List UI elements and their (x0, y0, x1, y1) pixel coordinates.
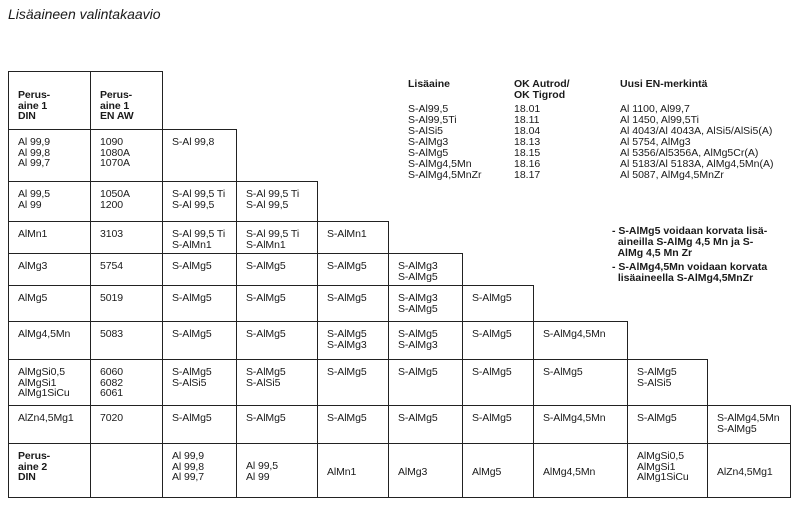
row-en-label-text: 3103 (100, 228, 123, 240)
legend-en-code-list: Al 1100, Al99,7 Al 1450, Al99,5Ti Al 4043/Al 4043A, AlSi5/AlSi5(A) Al 5754, AlMg3 Al 5356/Al5356A, AlMg5Cr(A) Al 5183/Al 5183A, AlMg4,5Mn(A) Al 5087, AlMg4,5MnZr (620, 103, 774, 181)
filler-cell-text: S-AlMn1 (327, 228, 367, 240)
filler-cell (236, 181, 318, 222)
filler-cell-text: S-AlMg5 (472, 328, 512, 340)
filler-cell (388, 359, 463, 406)
legend-header-en-code: Uusi EN-merkintä (620, 78, 708, 90)
filler-cell-text: S-AlMg5 (398, 412, 438, 424)
filler-cell-text: S-AlMg5 (327, 412, 367, 424)
filler-cell (462, 285, 534, 322)
row-din-label-text: AlMn1 (18, 228, 48, 240)
bottom-base-label (388, 443, 463, 498)
page-title: Lisäaineen valintakaavio (8, 6, 161, 22)
filler-cell (236, 285, 318, 322)
filler-cell-text: S-AlMg5 (543, 366, 583, 378)
filler-cell-text: S-AlMg5 (472, 292, 512, 304)
filler-cell (317, 253, 389, 286)
filler-cell (317, 359, 389, 406)
row-en-label-text: 1050A 1200 (100, 188, 130, 211)
row-en-label-text: 6060 6082 6061 (100, 366, 123, 399)
filler-cell-text: S-AlMg5 S-AlSi5 (246, 366, 286, 389)
filler-cell-text: S-Al 99,8 (172, 136, 215, 148)
header-base1-din (8, 71, 91, 130)
filler-cell-text: S-AlMg5 (637, 412, 677, 424)
filler-cell (162, 221, 237, 254)
row-en-label (90, 405, 163, 444)
row-din-label-text: AlMgSi0,5 AlMgSi1 AlMg1SiCu (18, 366, 70, 399)
filler-cell (707, 405, 791, 444)
row-en-label (90, 221, 163, 254)
filler-cell (236, 359, 318, 406)
bottom-base-label (627, 443, 708, 498)
row-din-label-text: AlMg4,5Mn (18, 328, 71, 340)
filler-cell (162, 253, 237, 286)
filler-cell-text: S-Al 99,5 Ti S-Al 99,5 (172, 188, 226, 211)
row-din-label (8, 359, 91, 406)
filler-cell (388, 285, 463, 322)
header-base1-en (90, 71, 163, 130)
row-en-label (90, 129, 163, 182)
filler-cell-text: S-AlMg5 (246, 412, 286, 424)
filler-cell (317, 321, 389, 360)
filler-cell (162, 285, 237, 322)
legend-header-filler: Lisäaine (408, 78, 451, 90)
filler-cell-text: S-AlMg4,5Mn (543, 412, 606, 424)
filler-cell-text: S-AlMg5 (172, 260, 212, 272)
row-en-label (90, 285, 163, 322)
row-en-label (90, 321, 163, 360)
filler-cell (388, 405, 463, 444)
filler-cell-text: S-AlMg5 (172, 328, 212, 340)
legend-ok-code-list: 18.01 18.11 18.04 18.13 18.15 18.16 18.17 (514, 103, 541, 181)
header-base1-din-text: Perus- aine 1 DIN (18, 89, 51, 122)
filler-cell-text: S-AlMg5 S-AlSi5 (637, 366, 677, 389)
filler-cell-text: S-AlMg5 (472, 412, 512, 424)
filler-cell (162, 129, 237, 182)
filler-cell-text: S-AlMg4,5Mn S-AlMg5 (717, 412, 780, 435)
row-en-label-text: 5019 (100, 292, 123, 304)
filler-cell (317, 405, 389, 444)
filler-cell-text: S-AlMg5 (327, 292, 367, 304)
filler-cell (462, 359, 534, 406)
row-din-label (8, 405, 91, 444)
filler-cell (236, 221, 318, 254)
filler-cell-text: S-AlMg5 (327, 260, 367, 272)
filler-cell-text: S-AlMg5 S-AlSi5 (172, 366, 212, 389)
filler-cell (162, 321, 237, 360)
filler-cell (388, 253, 463, 286)
filler-cell-text: S-AlMg5 (246, 328, 286, 340)
filler-cell-text: S-Al 99,5 Ti S-AlMn1 (172, 228, 226, 251)
row-din-label (8, 129, 91, 182)
bottom-base-label-text: AlZn4,5Mg1 (717, 466, 773, 478)
bottom-base-label (162, 443, 237, 498)
bottom-base-label-text: AlMg4,5Mn (543, 466, 596, 478)
bottom-base-label (707, 443, 791, 498)
header-base2-din (8, 443, 91, 498)
header-base1-en-text: Perus- aine 1 EN AW (100, 89, 134, 122)
bottom-base-label-text: AlMg5 (472, 466, 502, 478)
bottom-base-label-text: Al 99,5 Al 99 (246, 460, 278, 483)
filler-cell-text: S-AlMg5 S-AlMg3 (327, 328, 367, 351)
legend-filler-list: S-Al99,5 S-Al99,5Ti S-AlSi5 S-AlMg3 S-AlMg5 S-AlMg4,5Mn S-AlMg4,5MnZr (408, 103, 482, 181)
filler-cell (162, 405, 237, 444)
filler-cell (533, 359, 628, 406)
row-din-label-text: Al 99,5 Al 99 (18, 188, 50, 211)
bottom-base-label (533, 443, 628, 498)
row-din-label-text: AlMg3 (18, 260, 48, 272)
filler-cell (462, 405, 534, 444)
filler-cell-text: S-AlMg3 S-AlMg5 (398, 292, 438, 315)
row-en-label-text: 7020 (100, 412, 123, 424)
filler-cell (627, 359, 708, 406)
bottom-base-label (462, 443, 534, 498)
row-din-label (8, 253, 91, 286)
row-din-label-text: AlZn4,5Mg1 (18, 412, 74, 424)
row-en-label (90, 359, 163, 406)
filler-cell (162, 359, 237, 406)
filler-cell-text: S-AlMg5 (246, 260, 286, 272)
filler-cell (317, 285, 389, 322)
row-din-label (8, 221, 91, 254)
filler-cell-text: S-AlMg5 (327, 366, 367, 378)
filler-cell (236, 321, 318, 360)
note-almg45mn-substitute: - S-AlMg4,5Mn voidaan korvata lisäaineella S-AlMg4,5MnZr (612, 261, 768, 284)
filler-cell (236, 405, 318, 444)
filler-cell-text: S-AlMg3 S-AlMg5 (398, 260, 438, 283)
filler-cell-text: S-AlMg5 S-AlMg3 (398, 328, 438, 351)
header-base2-din-text: Perus- aine 2 DIN (18, 450, 51, 483)
bottom-base-label-text: AlMgSi0,5 AlMgSi1 AlMg1SiCu (637, 450, 689, 483)
filler-cell-text: S-AlMg5 (172, 292, 212, 304)
row-din-label-text: AlMg5 (18, 292, 48, 304)
bottom-base-label-text: AlMn1 (327, 466, 357, 478)
filler-cell-text: S-AlMg5 (172, 412, 212, 424)
filler-cell-text: S-Al 99,5 Ti S-AlMn1 (246, 228, 300, 251)
row-en-label (90, 181, 163, 222)
bottom-base-label-text: AlMg3 (398, 466, 428, 478)
filler-cell (388, 321, 463, 360)
filler-cell (533, 321, 628, 360)
bottom-base-label (317, 443, 389, 498)
bottom-empty-cell (90, 443, 163, 498)
legend-header-ok-code: OK Autrod/ OK Tigrod (514, 78, 570, 101)
filler-cell-text: S-Al 99,5 Ti S-Al 99,5 (246, 188, 300, 211)
filler-cell (236, 253, 318, 286)
filler-cell (162, 181, 237, 222)
row-din-label (8, 285, 91, 322)
bottom-base-label-text: Al 99,9 Al 99,8 Al 99,7 (172, 450, 204, 483)
row-din-label-text: Al 99,9 Al 99,8 Al 99,7 (18, 136, 50, 169)
note-almg5-substitute: - S-AlMg5 voidaan korvata lisä- aineilla S-AlMg 4,5 Mn ja S- AlMg 4,5 Mn Zr (612, 225, 768, 259)
filler-cell-text: S-AlMg5 (398, 366, 438, 378)
filler-cell (533, 405, 628, 444)
row-en-label-text: 5083 (100, 328, 123, 340)
row-en-label-text: 1090 1080A 1070A (100, 136, 130, 169)
filler-cell (627, 405, 708, 444)
row-en-label (90, 253, 163, 286)
bottom-base-label (236, 443, 318, 498)
filler-cell (462, 321, 534, 360)
row-en-label-text: 5754 (100, 260, 123, 272)
filler-cell (317, 221, 389, 254)
filler-cell-text: S-AlMg5 (472, 366, 512, 378)
row-din-label (8, 181, 91, 222)
filler-cell-text: S-AlMg5 (246, 292, 286, 304)
filler-cell-text: S-AlMg4,5Mn (543, 328, 606, 340)
row-din-label (8, 321, 91, 360)
